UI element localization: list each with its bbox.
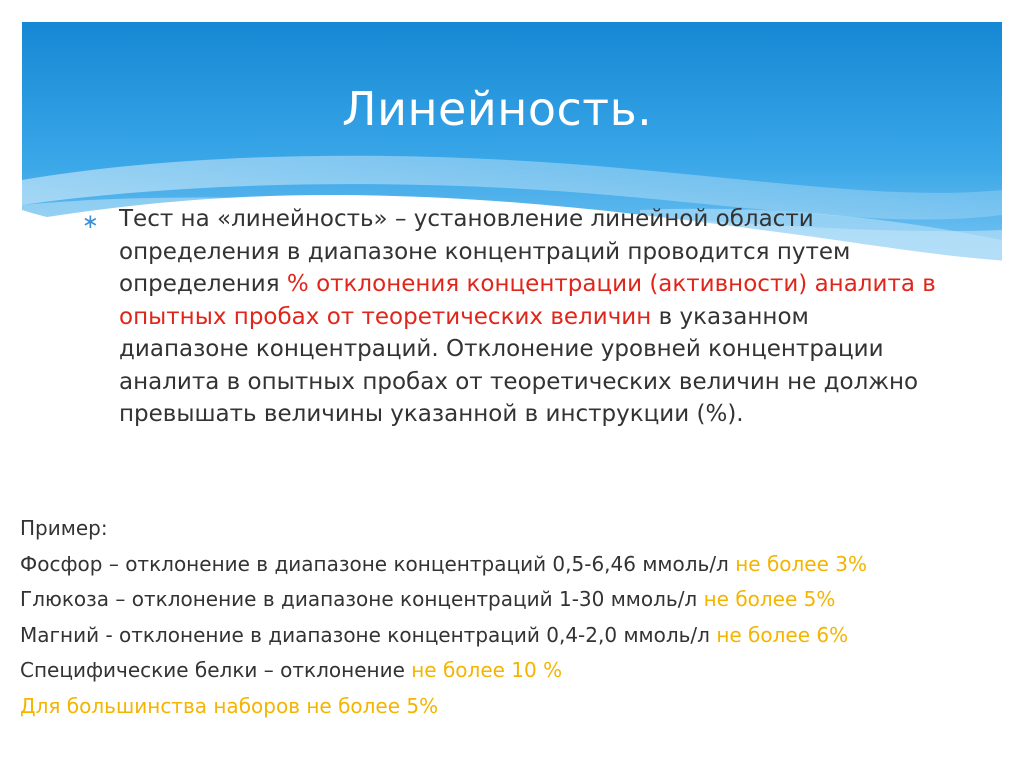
example-highlight: Для большинства наборов не более 5% bbox=[20, 693, 439, 718]
example-highlight: не более 10 % bbox=[411, 658, 563, 682]
example-line bbox=[20, 618, 1020, 654]
example-line bbox=[20, 689, 1020, 725]
example-highlight: не более 3% bbox=[735, 551, 867, 576]
bullet-icon: ∗ bbox=[82, 209, 99, 233]
slide-title: Линейность. bbox=[342, 82, 653, 136]
body-text-part1: Тест на «линейность» – установление линейной области определения в диапазоне концентраций проводится путем определения bbox=[119, 206, 851, 297]
examples-heading: Пример: bbox=[20, 516, 108, 540]
example-line bbox=[20, 547, 1020, 583]
example-text: Специфические белки – отклонение bbox=[20, 658, 412, 682]
example-line bbox=[20, 653, 1020, 689]
example-line bbox=[20, 582, 1020, 618]
examples-block bbox=[20, 511, 1020, 724]
example-text: Фосфор – отклонение в диапазоне концентраций 0,5-6,46 ммоль/л bbox=[20, 551, 736, 576]
body-text-part2: в указанном диапазоне концентраций. Отклонение уровней концентрации аналита в опытных пробах от теоретических величин не должно превышать величины указанной в инструкции (%). bbox=[119, 303, 919, 427]
example-text: Глюкоза – отклонение в диапазоне концентраций 1-30 ммоль/л bbox=[20, 587, 704, 611]
example-text: Магний - отклонение в диапазоне концентраций 0,4-2,0 ммоль/л bbox=[20, 622, 717, 647]
example-highlight: не более 6% bbox=[716, 622, 849, 647]
body-text bbox=[119, 203, 939, 431]
body-text-highlight: % отклонения концентрации (активности) аналита в опытных пробах от теоретических величин bbox=[119, 271, 936, 330]
example-highlight: не более 5% bbox=[703, 587, 836, 611]
